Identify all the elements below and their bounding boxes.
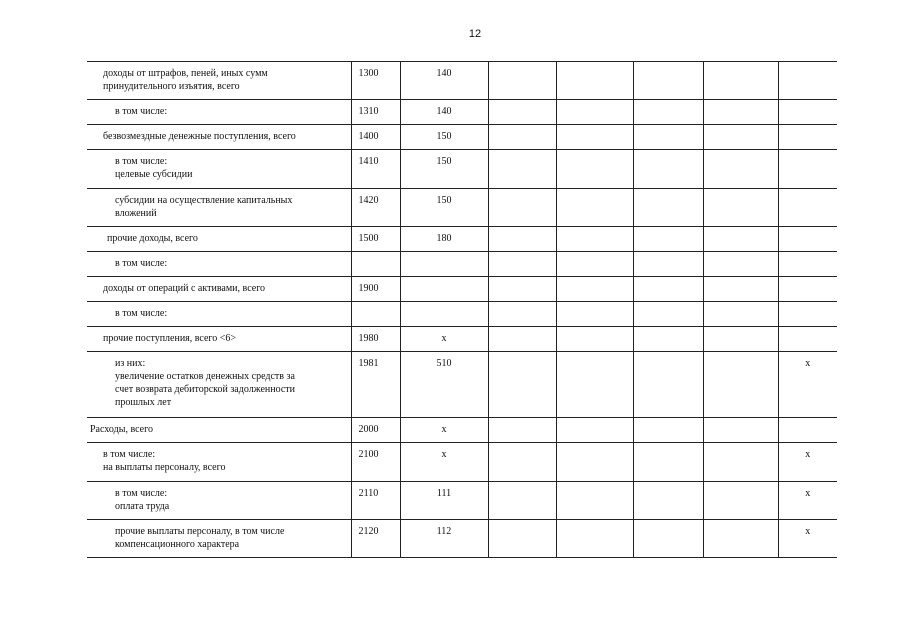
table-row bbox=[87, 520, 837, 558]
row-last: x bbox=[778, 482, 837, 520]
cell bbox=[633, 443, 703, 482]
table-row bbox=[87, 227, 837, 252]
row-code: 1400 bbox=[351, 125, 400, 150]
row-kbk: 150 bbox=[400, 125, 488, 150]
cell bbox=[633, 277, 703, 302]
cell bbox=[633, 302, 703, 327]
cell bbox=[556, 150, 633, 189]
row-last: x bbox=[778, 352, 837, 418]
page-number: 12 bbox=[468, 28, 482, 40]
row-name-line: доходы от штрафов, пеней, иных сумм bbox=[103, 68, 268, 79]
cell bbox=[488, 302, 556, 327]
row-name-line: принудительного изъятия, всего bbox=[103, 81, 240, 92]
cell bbox=[703, 227, 778, 252]
cell bbox=[488, 100, 556, 125]
row-code: 1410 bbox=[351, 150, 400, 189]
row-name bbox=[87, 100, 351, 125]
row-name bbox=[87, 252, 351, 277]
row-name bbox=[87, 443, 351, 482]
row-code: 1420 bbox=[351, 189, 400, 227]
cell bbox=[703, 352, 778, 418]
cell bbox=[703, 443, 778, 482]
cell bbox=[703, 302, 778, 327]
cell bbox=[703, 327, 778, 352]
row-name bbox=[87, 418, 351, 443]
cell bbox=[556, 482, 633, 520]
row-name-line: прочие поступления, всего <6> bbox=[103, 333, 237, 344]
row-name-line: оплата труда bbox=[115, 501, 170, 512]
row-name bbox=[87, 227, 351, 252]
cell bbox=[556, 277, 633, 302]
table-row bbox=[87, 277, 837, 302]
row-kbk: 180 bbox=[400, 227, 488, 252]
row-kbk: 510 bbox=[400, 352, 488, 418]
cell bbox=[703, 252, 778, 277]
cell bbox=[633, 150, 703, 189]
cell bbox=[488, 62, 556, 100]
cell bbox=[556, 352, 633, 418]
row-last bbox=[778, 125, 837, 150]
row-kbk: 140 bbox=[400, 62, 488, 100]
row-kbk: x bbox=[400, 327, 488, 352]
cell bbox=[488, 352, 556, 418]
row-name-line: компенсационного характера bbox=[115, 539, 240, 550]
row-kbk bbox=[400, 252, 488, 277]
row-name bbox=[87, 482, 351, 520]
cell bbox=[556, 227, 633, 252]
cell bbox=[703, 418, 778, 443]
row-name-line: Расходы, всего bbox=[90, 424, 153, 435]
row-code: 2000 bbox=[351, 418, 400, 443]
table-row bbox=[87, 443, 837, 482]
row-last: x bbox=[778, 520, 837, 558]
row-kbk: x bbox=[400, 443, 488, 482]
row-name bbox=[87, 189, 351, 227]
cell bbox=[633, 100, 703, 125]
table-row bbox=[87, 482, 837, 520]
row-code: 1500 bbox=[351, 227, 400, 252]
row-name bbox=[87, 302, 351, 327]
row-name-line: в том числе: bbox=[115, 156, 168, 167]
cell bbox=[488, 125, 556, 150]
cell bbox=[556, 418, 633, 443]
row-name bbox=[87, 125, 351, 150]
cell bbox=[556, 327, 633, 352]
cell bbox=[488, 482, 556, 520]
cell bbox=[633, 482, 703, 520]
cell bbox=[488, 443, 556, 482]
row-name bbox=[87, 150, 351, 189]
row-last bbox=[778, 62, 837, 100]
row-name bbox=[87, 62, 351, 100]
cell bbox=[488, 150, 556, 189]
row-last bbox=[778, 277, 837, 302]
table-row bbox=[87, 352, 837, 418]
row-name-line: увеличение остатков денежных средств за bbox=[115, 371, 295, 382]
row-name bbox=[87, 327, 351, 352]
row-last bbox=[778, 227, 837, 252]
row-code: 1980 bbox=[351, 327, 400, 352]
cell bbox=[633, 418, 703, 443]
cell bbox=[633, 227, 703, 252]
row-kbk: 140 bbox=[400, 100, 488, 125]
row-name-line: в том числе: bbox=[115, 258, 168, 269]
row-code: 1300 bbox=[351, 62, 400, 100]
row-code: 2100 bbox=[351, 443, 400, 482]
cell bbox=[703, 100, 778, 125]
cell bbox=[556, 100, 633, 125]
row-code: 1900 bbox=[351, 277, 400, 302]
row-name-line: прочие выплаты персоналу, в том числе bbox=[115, 526, 285, 537]
table-row bbox=[87, 150, 837, 189]
cell bbox=[488, 227, 556, 252]
row-name-line: в том числе: bbox=[103, 449, 156, 460]
cell bbox=[703, 189, 778, 227]
row-name-line: доходы от операций с активами, всего bbox=[103, 283, 266, 294]
cell bbox=[556, 62, 633, 100]
row-name-line: из них: bbox=[115, 358, 146, 369]
table-row bbox=[87, 100, 837, 125]
table-row bbox=[87, 125, 837, 150]
row-last bbox=[778, 252, 837, 277]
row-kbk: 111 bbox=[400, 482, 488, 520]
cell bbox=[556, 302, 633, 327]
table-row bbox=[87, 418, 837, 443]
row-name-line: безвозмездные денежные поступления, всего bbox=[103, 131, 296, 142]
table-row bbox=[87, 252, 837, 277]
row-name-line: прошлых лет bbox=[115, 397, 172, 408]
row-name-line: в том числе: bbox=[115, 488, 168, 499]
cell bbox=[703, 482, 778, 520]
row-name-line: в том числе: bbox=[115, 308, 168, 319]
row-name-line: прочие доходы, всего bbox=[107, 233, 198, 244]
row-kbk bbox=[400, 277, 488, 302]
row-name bbox=[87, 352, 351, 418]
row-name-line: вложений bbox=[115, 208, 157, 219]
row-last bbox=[778, 100, 837, 125]
row-code: 2120 bbox=[351, 520, 400, 558]
cell bbox=[633, 327, 703, 352]
cell bbox=[633, 520, 703, 558]
cell bbox=[556, 189, 633, 227]
table-row bbox=[87, 62, 837, 100]
row-last bbox=[778, 327, 837, 352]
row-name-line: счет возврата дебиторской задолженности bbox=[115, 384, 296, 395]
cell bbox=[703, 520, 778, 558]
cell bbox=[488, 418, 556, 443]
cell bbox=[556, 125, 633, 150]
row-last bbox=[778, 189, 837, 227]
cell bbox=[633, 252, 703, 277]
row-last bbox=[778, 418, 837, 443]
cell bbox=[703, 125, 778, 150]
cell bbox=[703, 62, 778, 100]
cell bbox=[703, 277, 778, 302]
cell bbox=[556, 443, 633, 482]
cell bbox=[488, 277, 556, 302]
cell bbox=[633, 189, 703, 227]
row-code bbox=[351, 252, 400, 277]
cell bbox=[633, 352, 703, 418]
cell bbox=[633, 62, 703, 100]
table-row bbox=[87, 327, 837, 352]
row-code: 2110 bbox=[351, 482, 400, 520]
row-name-line: в том числе: bbox=[115, 106, 168, 117]
row-code bbox=[351, 302, 400, 327]
row-last bbox=[778, 150, 837, 189]
row-kbk: 112 bbox=[400, 520, 488, 558]
row-kbk: x bbox=[400, 418, 488, 443]
table-row bbox=[87, 302, 837, 327]
row-name bbox=[87, 520, 351, 558]
row-last bbox=[778, 302, 837, 327]
row-last: x bbox=[778, 443, 837, 482]
row-name-line: субсидии на осуществление капитальных bbox=[115, 195, 293, 206]
row-name-line: целевые субсидии bbox=[115, 169, 193, 180]
row-name bbox=[87, 277, 351, 302]
cell bbox=[703, 150, 778, 189]
row-kbk: 150 bbox=[400, 189, 488, 227]
row-code: 1981 bbox=[351, 352, 400, 418]
cell bbox=[488, 189, 556, 227]
cell bbox=[556, 252, 633, 277]
cell bbox=[633, 125, 703, 150]
cell bbox=[488, 327, 556, 352]
row-name-line: на выплаты персоналу, всего bbox=[103, 462, 226, 473]
table-row bbox=[87, 189, 837, 227]
row-kbk: 150 bbox=[400, 150, 488, 189]
cell bbox=[556, 520, 633, 558]
row-code: 1310 bbox=[351, 100, 400, 125]
financial-plan-table bbox=[87, 61, 837, 558]
row-kbk bbox=[400, 302, 488, 327]
cell bbox=[488, 252, 556, 277]
cell bbox=[488, 520, 556, 558]
